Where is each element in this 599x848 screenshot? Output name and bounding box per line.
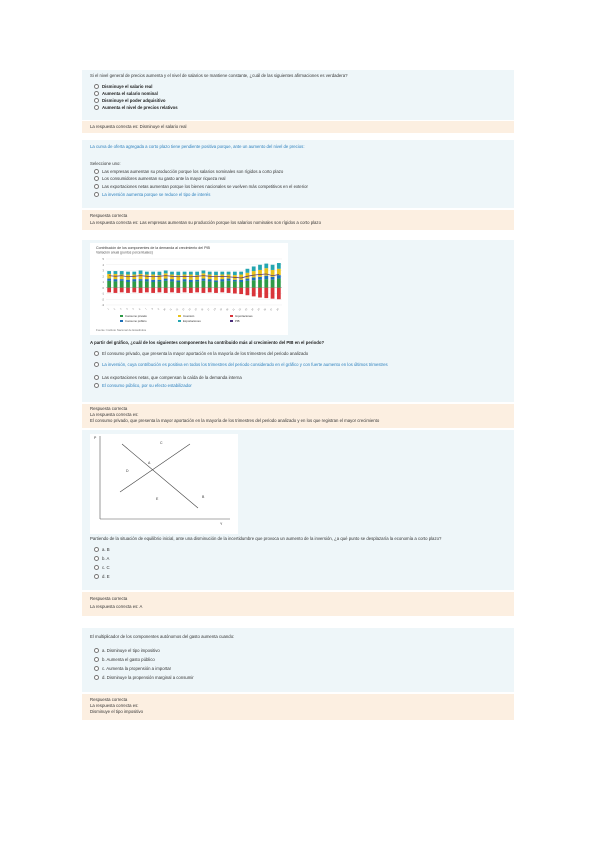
label-b: B [202,495,205,499]
radio-icon[interactable] [94,565,99,570]
bar-segment [120,288,124,293]
bar-segment [145,272,149,275]
bar-segment [239,272,243,275]
x-tick-label: 4 [126,308,129,311]
bar-segment [208,279,212,281]
feedback-3 [82,404,514,428]
bar-segment [158,281,162,287]
bar-segment [139,288,143,293]
bar-segment [258,265,262,270]
bar-segment [252,266,256,271]
contribution-chart [90,243,288,335]
radio-icon[interactable] [94,351,99,356]
y-tick-label: -1 [101,292,104,296]
bar-segment [114,279,118,281]
radio-icon[interactable] [94,84,99,89]
label-a: A [148,461,151,465]
bar-segment [258,277,262,280]
bar-segment [189,272,193,275]
bar-segment [277,288,281,300]
legend-label: PIB [235,319,240,323]
bar-segment [176,282,180,288]
radio-icon[interactable] [94,105,99,110]
question-1 [82,70,514,120]
legend-swatch [120,315,123,317]
bar-segment [246,288,250,295]
feedback-2 [82,210,514,230]
legend-swatch [178,315,181,317]
legend-label: Importaciones [235,314,253,318]
bar-segment [189,282,193,288]
y-tick-label: 5 [102,258,104,261]
bar-segment [195,288,199,293]
radio-icon[interactable] [94,666,99,671]
bar-segment [227,281,231,288]
feedback-1 [82,121,514,133]
bar-segment [126,280,130,282]
option[interactable]: a. Disminuye el tipo impositivo [94,648,160,653]
y-tick-label: -2 [101,298,104,302]
bar-segment [176,280,180,282]
radio-icon[interactable] [94,383,99,388]
bar-segment [271,280,275,288]
bar-segment [246,269,250,273]
feedback-text: La respuesta correcta es: A [90,604,143,609]
bar-segment [239,280,243,282]
question-5-text: El multiplicador de los componentes autónomos del gasto aumenta cuando: [90,634,235,639]
bar-segment [183,275,187,280]
bar-segment [107,279,111,281]
bar-segment [158,280,162,282]
option[interactable]: c. Aumenta la propensión a importar [94,666,171,671]
label-y: Y [220,522,223,526]
bar-segment [183,272,187,275]
bar-segment [246,279,250,281]
bar-segment [195,280,199,282]
radio-icon[interactable] [94,675,99,680]
bar-segment [164,281,168,288]
bar-segment [239,282,243,288]
option[interactable]: b. Aumenta el gasto público [94,657,155,662]
bar-segment [132,288,136,293]
bar-segment [145,279,149,281]
feedback-title: Respuesta correcta [90,213,128,218]
bar-segment [139,274,143,279]
option[interactable]: c. C [94,565,110,570]
bar-segment [277,269,281,275]
bar-segment [145,281,149,287]
bar-segment [233,280,237,282]
bar-segment [107,288,111,293]
bar-segment [252,280,256,287]
bar-segment [264,288,268,298]
question-4-text: Partiendo de la situación de equilibrio inicial, ante una disminución de la incertidumbre que provoca un aumento de la inversión, ¿a qué punto se desplazaría la economía a corto plazo? [90,536,442,541]
label-p: P [94,436,97,440]
legend-swatch [178,320,181,322]
x-tick-label: 14 [188,308,192,312]
bar-segment [239,275,243,280]
bar-segment [139,271,143,274]
bar-segment [202,279,206,281]
option[interactable]: a. B [94,547,110,552]
bar-segment [151,272,155,275]
bar-segment [170,275,174,280]
bar-segment [132,279,136,281]
bar-segment [120,281,124,288]
bar-segment [164,279,168,281]
bar-segment [189,288,193,293]
question-2-text: La curva de oferta agregada a corto plazo tiene pendiente positiva porque, ante un aumento del nivel de precios: [90,144,305,149]
bar-segment [189,280,193,282]
bar-segment [208,275,212,280]
bar-segment [158,272,162,275]
legend-swatch [230,315,233,317]
bar-segment [176,272,180,275]
option[interactable]: Disminuye el salario real [94,84,152,89]
x-tick-label: 22 [238,308,242,312]
bar-segment [114,281,118,287]
bar-segment [145,275,149,280]
option[interactable]: La inversión aumenta porque se reduce el tipo de interés [94,192,210,197]
feedback-title: Respuesta correcta [90,596,128,601]
x-tick-label: 11 [169,308,173,312]
bar-segment [214,280,218,282]
x-tick-label: 1 [107,308,110,311]
chart-caption: Contribución de los componentes de la demanda al crecimiento del PIB [96,246,210,250]
y-tick-label: -3 [101,304,104,307]
label-c: C [160,441,163,445]
x-tick-label: 10 [163,308,167,312]
question-4 [82,430,514,590]
bar-segment [139,279,143,281]
bar-segment [277,275,281,278]
option[interactable]: Aumenta el salario nominal [94,91,158,96]
bar-segment [233,272,237,275]
x-tick-label: 18 [213,308,217,312]
bar-segment [214,288,218,293]
bar-segment [233,288,237,294]
legend-label: Exportaciones [183,319,201,323]
bar-segment [151,288,155,293]
feedback-title: Respuesta correcta [90,697,128,702]
radio-icon[interactable] [94,657,99,662]
x-tick-label: 17 [207,308,211,312]
bar-segment [208,281,212,287]
option[interactable]: Las exportaciones netas aumentan porque los bienes nacionales se vuelven más competitivos en el exterior [94,184,308,189]
feedback-5 [82,694,514,720]
radio-icon[interactable] [94,192,99,197]
bar-segment [114,288,118,293]
bar-segment [246,281,250,288]
radio-icon[interactable] [94,547,99,552]
bar-segment [202,281,206,288]
bar-segment [126,272,130,275]
bar-segment [170,281,174,287]
option[interactable]: El consumo público, por su efecto estabilizador [94,383,192,388]
bar-segment [271,288,275,299]
bar-segment [107,281,111,288]
radio-icon[interactable] [94,362,99,367]
legend-swatch [230,320,233,322]
bar-segment [271,265,275,270]
question-1-text: Si el nivel general de precios aumenta y el nivel de salarios se mantiene constante, ¿cuál de las siguientes afirmaciones es verdadera? [90,73,348,78]
feedback-text: Disminuye el tipo impositivo [90,709,144,714]
bar-segment [202,271,206,274]
bar-segment [164,288,168,293]
bar-segment [145,288,149,293]
legend-label: Inversión [183,314,195,318]
bar-segment [107,274,111,279]
bar-segment [151,282,155,288]
bar-segment [227,288,231,293]
bar-segment [214,272,218,275]
x-tick-label: 12 [175,308,180,312]
bar-segment [264,264,268,269]
bar-segment [164,271,168,274]
bar-segment [214,282,218,288]
radio-icon[interactable] [94,648,99,653]
bar-segment [220,288,224,293]
chart-note: Fuente: Instituto Nacional de Estadística [96,328,147,332]
x-tick-label: 13 [182,308,186,312]
ad-as-diagram [90,434,238,534]
radio-icon[interactable] [94,574,99,579]
bar-segment [132,281,136,287]
bar-segment [126,282,130,288]
bar-segment [252,271,256,277]
x-tick-label: 16 [201,308,205,312]
legend-swatch [120,320,123,322]
x-tick-label: 9 [157,308,161,311]
radio-icon[interactable] [94,184,99,189]
y-tick-label: 2 [102,275,104,279]
bar-segment [208,272,212,275]
bar-segment [170,288,174,293]
bar-segment [126,288,130,293]
label-d: D [126,469,129,473]
y-tick-label: 3 [102,269,104,273]
bar-segment [227,272,231,275]
bar-segment [183,279,187,281]
option[interactable]: La inversión, cuya contribución es positiva en todos los trimestres del periodo considerado en el gráfico y con fuerte aumento en los últimos trimestres [94,362,388,367]
bar-segment [120,279,124,281]
x-tick-label: 28 [276,308,280,312]
radio-icon[interactable] [94,91,99,96]
x-tick-label: 23 [245,308,249,312]
bar-segment [277,279,281,288]
bar-segment [214,275,218,280]
bar-segment [120,275,124,280]
bar-segment [271,277,275,280]
bar-segment [252,288,256,297]
x-tick-label: 27 [270,308,274,312]
x-tick-label: 20 [226,308,230,312]
bar-segment [151,280,155,282]
bar-segment [227,279,231,281]
option[interactable]: Las exportaciones netas, que compensan la caída de la demanda interna [94,375,242,380]
bar-segment [183,288,187,293]
bar-segment [252,277,256,280]
bar-segment [120,271,124,274]
bar-segment [107,271,111,274]
bar-segment [258,288,262,298]
bar-segment [264,279,268,288]
bar-segment [132,272,136,275]
bar-segment [132,275,136,280]
bar-segment [233,281,237,287]
bar-segment [264,276,268,279]
option[interactable]: Los consumidores aumentan su gasto ante la mayor riqueza real [94,176,226,181]
bar-segment [158,288,162,293]
question-3-text: A partir del gráfico, ¿cuál de los siguientes componentes ha contribuido más al crecimiento del PIB en el periodo? [90,340,325,345]
bar-segment [170,272,174,275]
radio-icon[interactable] [94,176,99,181]
option[interactable]: Aumenta el nivel de precios relativos [94,105,178,110]
option[interactable]: b. A [94,556,109,561]
legend-label: Consumo público [125,319,147,323]
y-tick-label: 0 [102,286,104,290]
y-tick-label: 4 [102,263,104,267]
select-one-label: Seleccione uno: [90,161,121,166]
option[interactable]: d. Disminuye la propensión marginal a consumir [94,675,194,680]
x-tick-label: 26 [263,308,268,312]
bar-segment [176,275,180,280]
bar-segment [220,275,224,280]
bar-segment [114,271,118,274]
radio-icon[interactable] [94,98,99,103]
feedback-sub: La respuesta correcta es: [90,412,139,417]
x-tick-label: 7 [145,308,148,311]
x-tick-label: 3 [120,308,123,311]
radio-icon[interactable] [94,556,99,561]
option[interactable]: Las empresas aumentan su producción porque los salarios nominales son rígidos a corto plazo [94,169,283,174]
x-tick-label: 6 [139,308,142,311]
bar-segment [195,281,199,287]
bar-segment [258,270,262,277]
bar-segment [176,288,180,293]
bar-segment [195,272,199,275]
x-tick-label: 5 [132,308,136,311]
bar-segment [202,288,206,293]
bar-segment [277,263,281,269]
y-tick-label: 1 [102,281,104,284]
x-tick-label: 15 [194,308,198,312]
x-tick-label: 8 [151,308,154,311]
feedback-title: Respuesta correcta [90,406,128,411]
feedback-text: El consumo privado, que presenta la mayor aportación en la mayoría de los trimestres del periodo analizado y en los que registran el mayor crecimiento [90,418,380,423]
radio-icon[interactable] [94,169,99,174]
x-tick-label: 24 [251,308,255,312]
bar-segment [220,279,224,281]
feedback-text: La respuesta correcta es: Las empresas aumentan su producción porque los salarios nominales son rígidos a corto plazo [90,220,321,225]
legend-label: Consumo privado [125,314,147,318]
radio-icon[interactable] [94,375,99,380]
option[interactable]: Disminuye el poder adquisitivo [94,98,166,103]
option[interactable]: El consumo privado, que presenta la mayor aportación en la mayoría de los trimestres del periodo analizado [94,351,308,356]
feedback-text: La respuesta correcta es: Disminuye el salario real [90,124,187,129]
x-tick-label: 25 [257,308,261,312]
bar-segment [208,288,212,293]
bar-segment [170,279,174,281]
bar-segment [220,281,224,287]
chart-subcaption: Variación anual (puntos porcentuales) [96,250,153,255]
question-5 [82,628,514,692]
feedback-sub: La respuesta correcta es: [90,703,139,708]
feedback-4 [82,592,514,616]
label-e: E [156,497,159,501]
question-2 [82,140,514,208]
option[interactable]: d. E [94,574,110,579]
bar-segment [139,281,143,288]
bar-segment [258,280,262,288]
x-tick-label: 21 [232,308,236,312]
bar-segment [183,281,187,287]
bar-segment [220,272,224,275]
x-tick-label: 19 [219,308,224,312]
x-tick-label: 2 [113,308,117,311]
question-3 [82,240,514,402]
bar-segment [239,288,243,294]
